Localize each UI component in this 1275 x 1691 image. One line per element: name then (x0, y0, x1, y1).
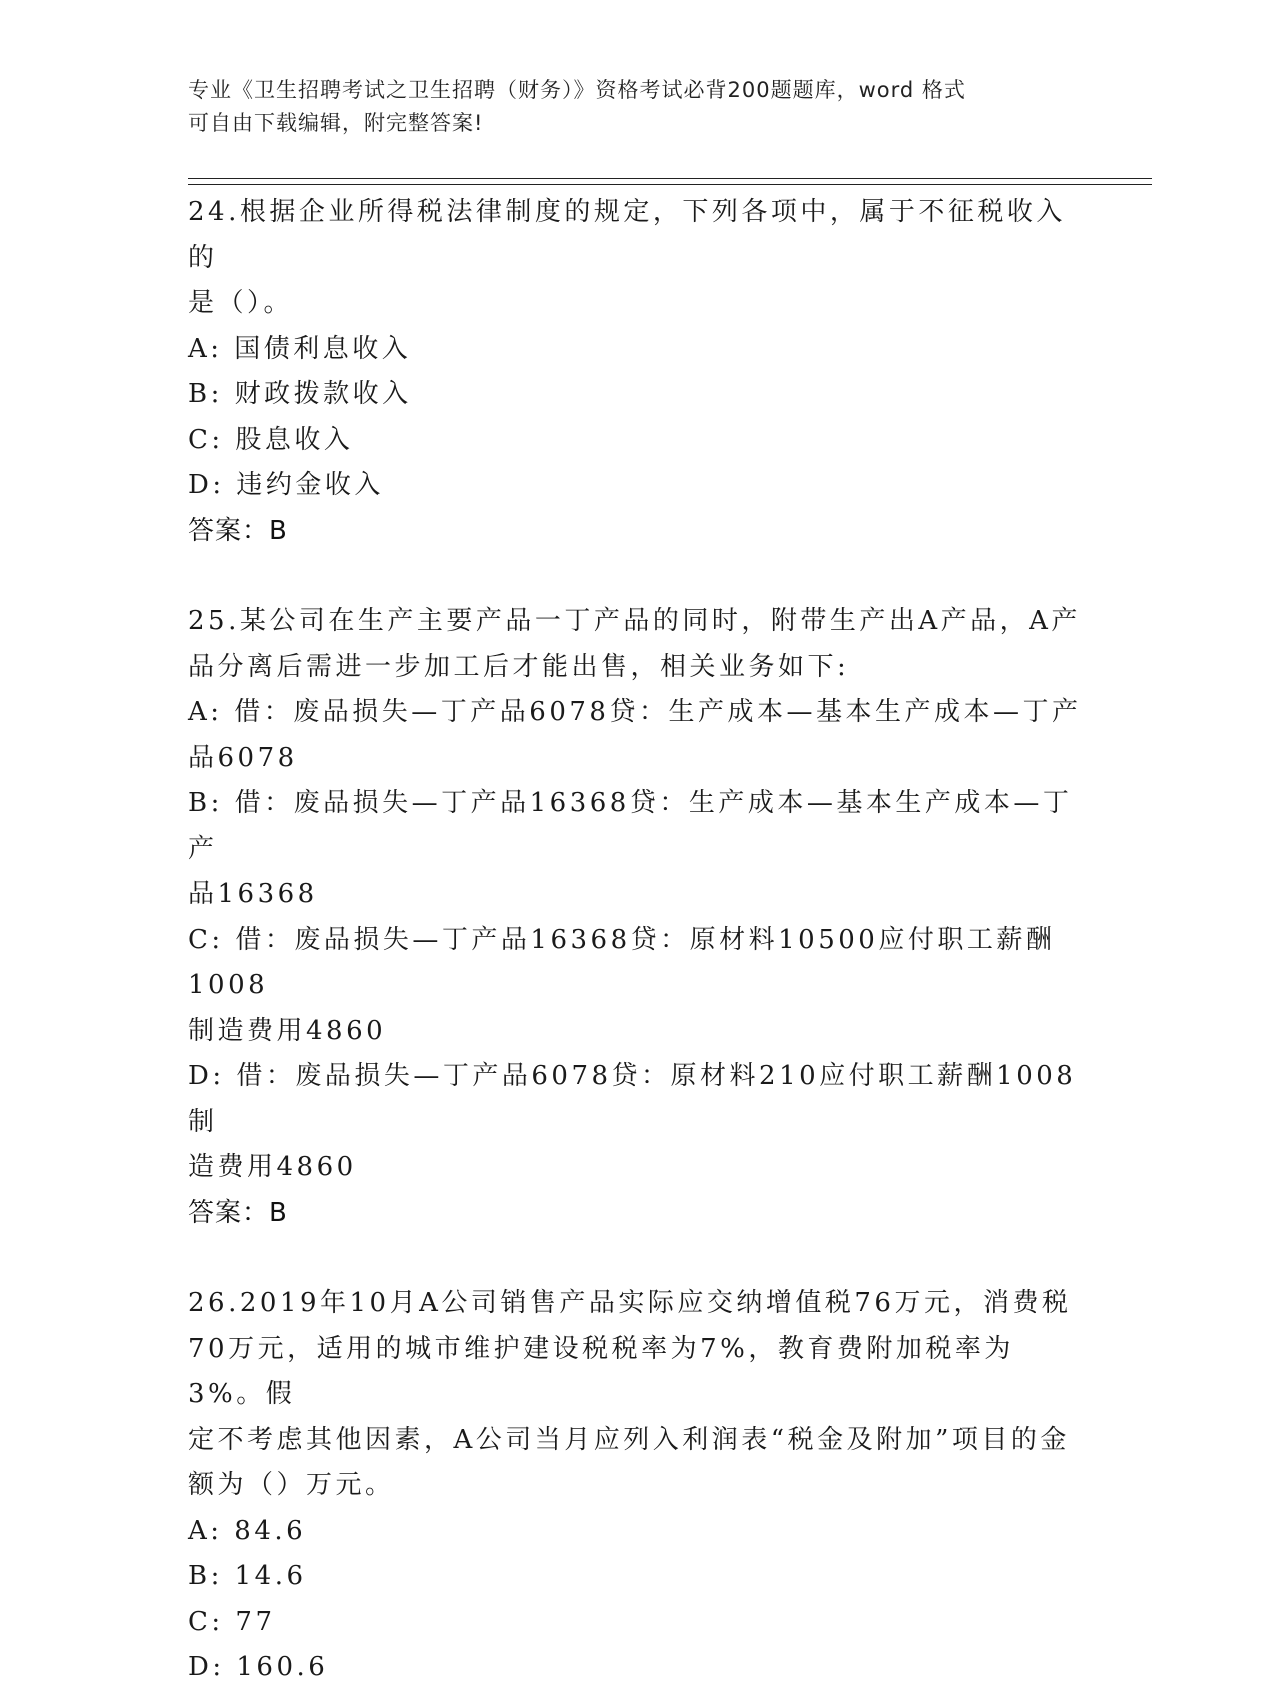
question-stem-line: 70万元，适用的城市维护建设税税率为7%，教育费附加税率为3%。假 (188, 1333, 1014, 1409)
question-stem-line: 额为（）万元。 (188, 1470, 395, 1500)
answer-key: 答案：B (188, 515, 288, 546)
answer-option-line: 品6078 (188, 742, 298, 773)
answer-option-line: C: 77 (188, 1606, 276, 1637)
answer-key: 答案：B (188, 1197, 288, 1228)
header-rule-top (188, 178, 1152, 179)
answer-option-line: D: 违约金收入 (188, 470, 384, 500)
answer-option-line: A: 借：废品损失—丁产品6078贷：生产成本—基本生产成本—丁产 (188, 697, 1082, 727)
answer-option-line: B: 借：废品损失—丁产品16368贷：生产成本—基本生产成本—丁产 (188, 788, 1073, 864)
answer-option-line: C: 股息收入 (188, 424, 354, 455)
answer-option-line: D: 借：废品损失—丁产品6078贷：原材料210应付职工薪酬1008制 (188, 1061, 1077, 1137)
header-line-1: 专业《卫生招聘考试之卫生招聘（财务）》资格考试必背200题题库，word 格式 (188, 78, 966, 102)
answer-option-line: D: 160.6 (188, 1652, 329, 1682)
answer-option-line: B: 14.6 (188, 1561, 307, 1591)
question-stem-line: 26.2019年10月A公司销售产品实际应交纳增值税76万元，消费税 (188, 1288, 1072, 1318)
answer-option-line: 制造费用4860 (188, 1015, 387, 1046)
question-stem-line: 24.根据企业所得税法律制度的规定，下列各项中，属于不征税收入的 (188, 197, 1066, 273)
question-spacer (188, 554, 1088, 599)
question-stem-line: 品分离后需进一步加工后才能出售，相关业务如下: (188, 651, 850, 682)
answer-option-line: 造费用4860 (188, 1152, 357, 1182)
answer-option-line: B: 财政拨款收入 (188, 379, 412, 409)
question-stem-line: 是（）。 (188, 288, 294, 318)
header-line-2: 可自由下载编辑，附完整答案! (188, 111, 484, 135)
answer-option-line: C: 借：废品损失—丁产品16368贷：原材料10500应付职工薪酬1008 (188, 924, 1056, 1000)
answer-option-line: A: 国债利息收入 (188, 333, 412, 364)
question-stem-line: 定不考虑其他因素，A公司当月应列入利润表“税金及附加”项目的金 (188, 1424, 1070, 1455)
document-header (188, 74, 1068, 140)
header-rule-bottom (188, 184, 1152, 185)
question-block (188, 1281, 1088, 1691)
question-block (188, 190, 1088, 554)
question-spacer (188, 1236, 1088, 1281)
answer-option-line: 品16368 (188, 879, 318, 909)
question-list (188, 190, 1088, 1691)
question-stem-line: 25.某公司在生产主要产品一丁产品的同时，附带生产出A产品，A产 (188, 606, 1081, 636)
question-block (188, 599, 1088, 1236)
answer-option-line: A: 84.6 (188, 1515, 307, 1546)
